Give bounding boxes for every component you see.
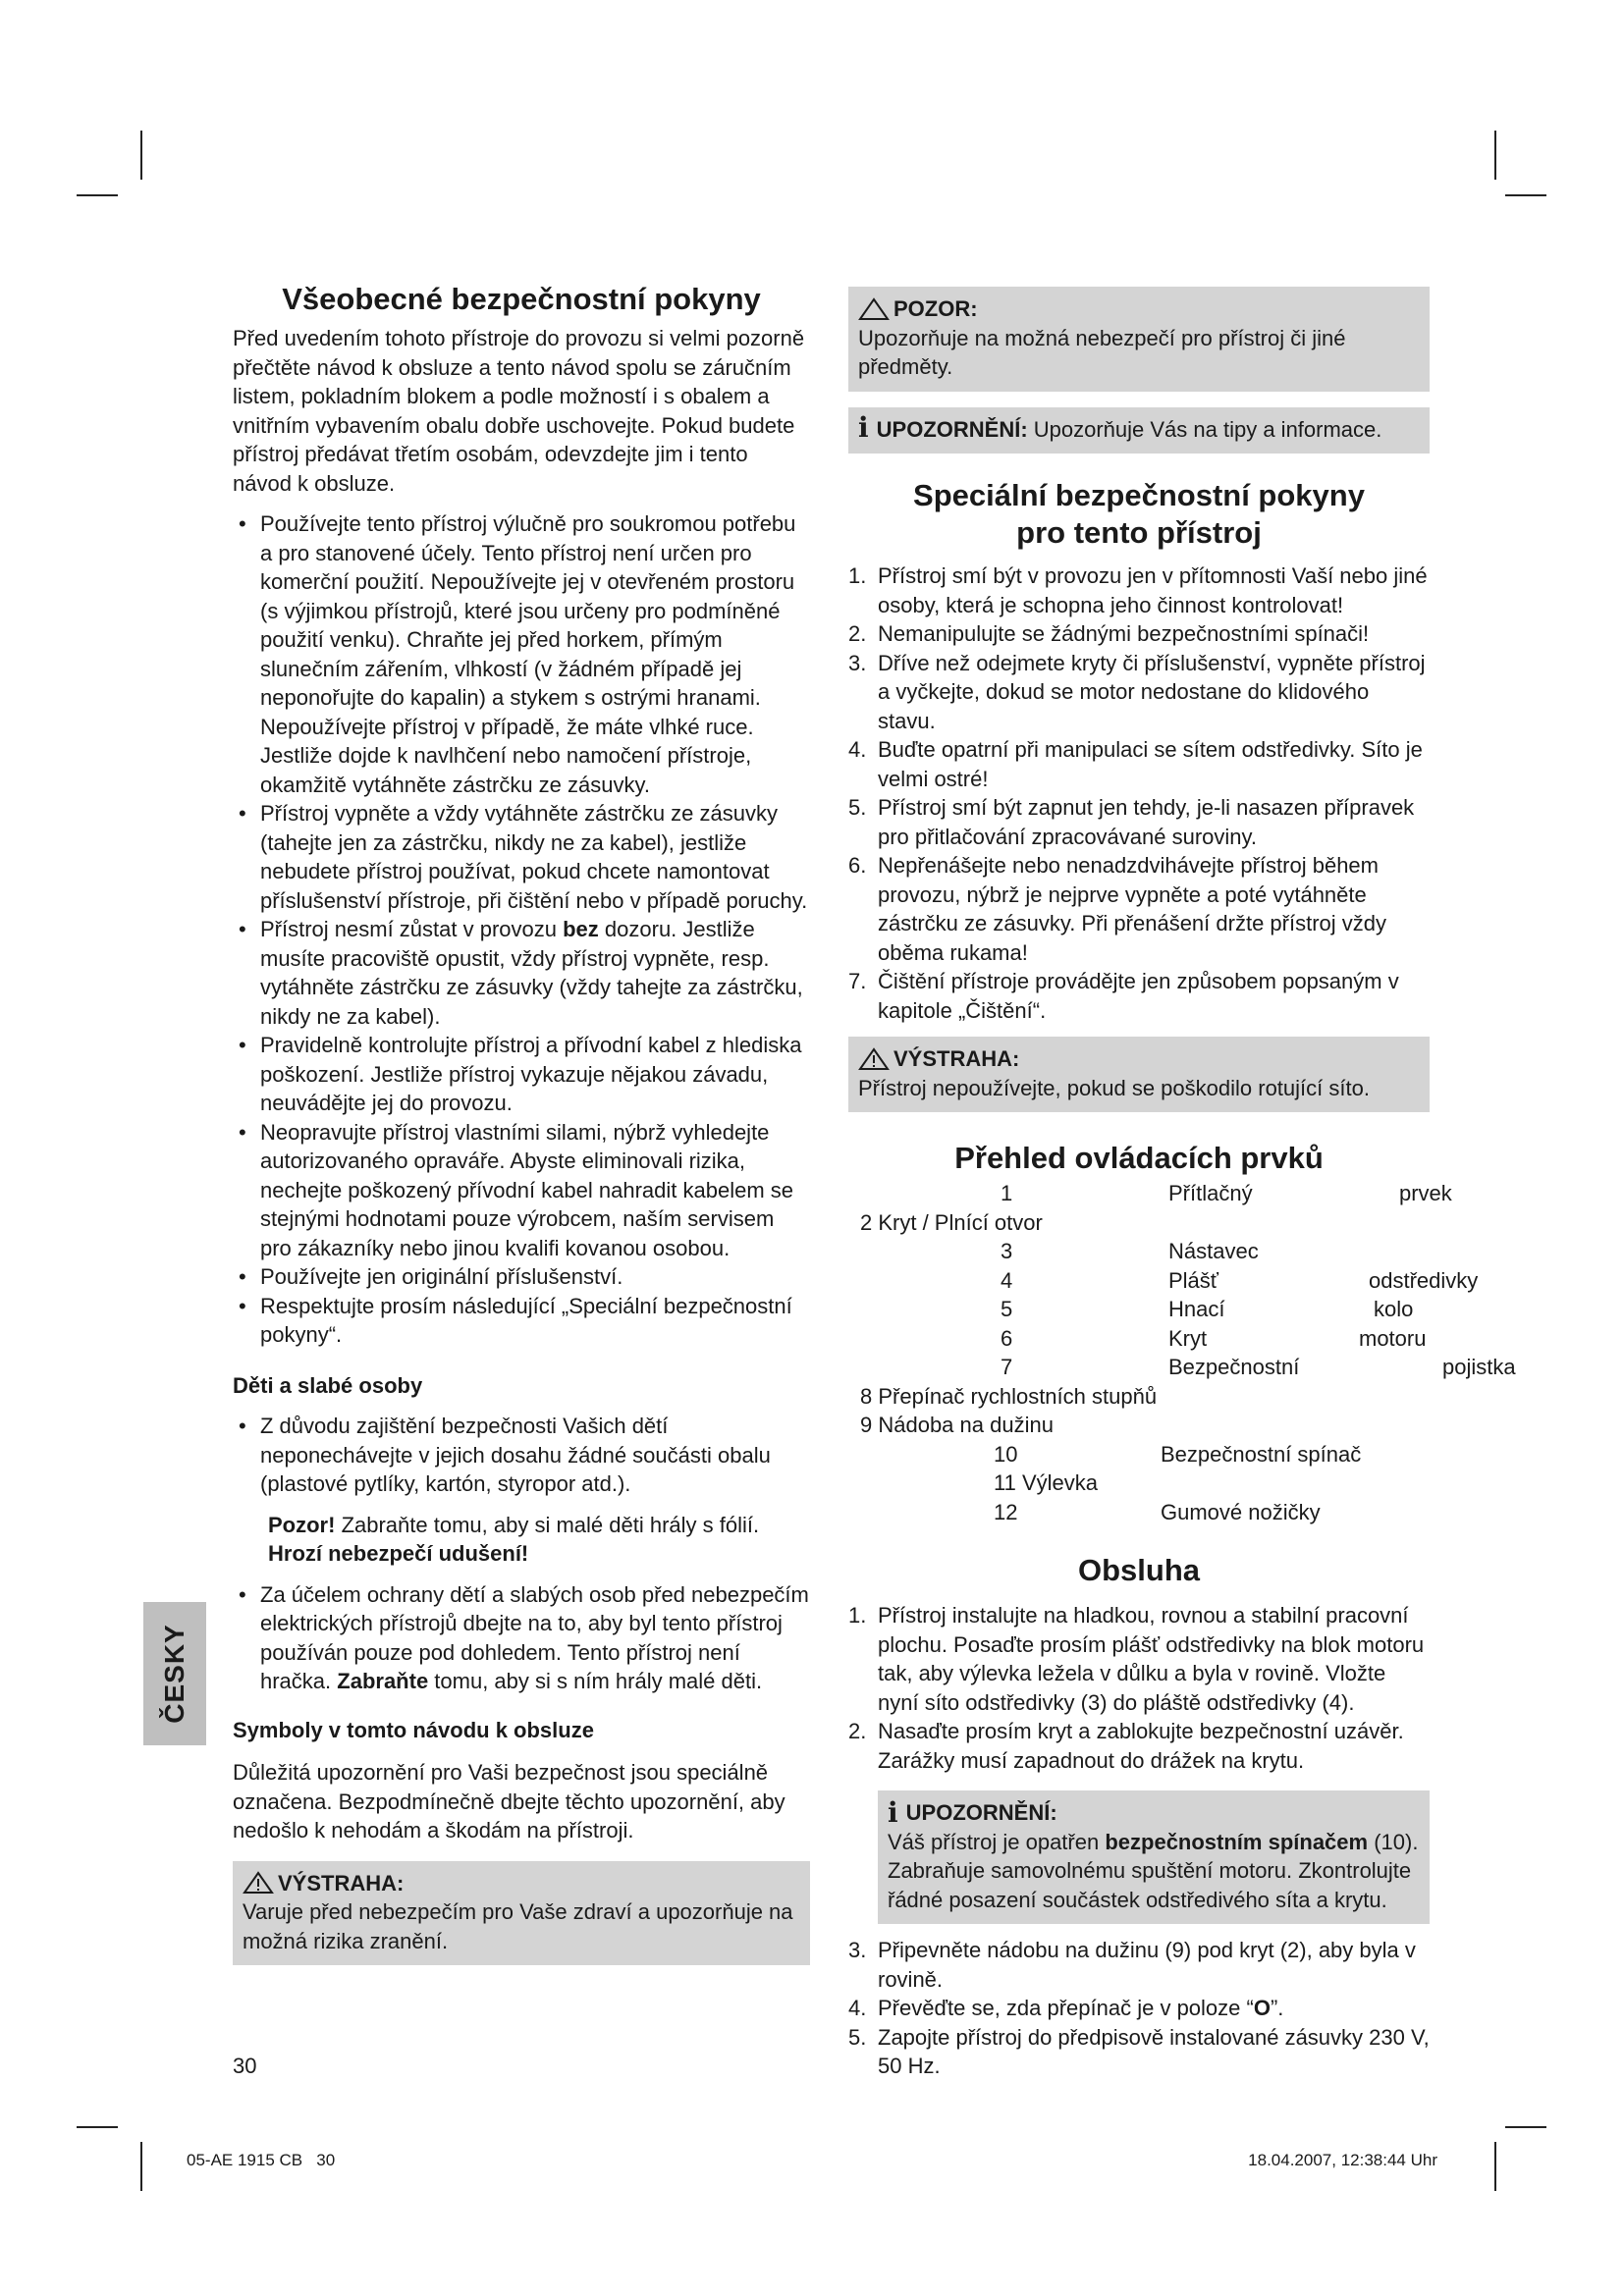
info-box-title: UPOZORNĚNÍ: xyxy=(905,1800,1057,1825)
overview-row: 5 Hnací kolo xyxy=(1001,1297,1414,1321)
page-number: 30 xyxy=(233,2054,257,2078)
overview-row: 2 Kryt / Plnící otvor xyxy=(860,1209,1043,1235)
symbols-paragraph: Důležitá upozornění pro Vaši bezpečnost jsou speciálně označena. Bezpodmínečně dbejte těchto upozornění, aby nedošlo k nehodám a škodám na přístroji. xyxy=(233,1760,785,1842)
overview-row: 6 Kryt motoru xyxy=(1001,1325,1427,1351)
special-safety-title: Speciální bezpečnostní pokyny pro tento přístroj xyxy=(913,478,1365,550)
list-item: • Respektujte prosím následující „Speciální bezpečnostní pokyny“. xyxy=(233,1292,810,1350)
crop-mark xyxy=(1505,194,1546,196)
list-item: 6. Nepřenášejte nebo nenadzdvihávejte přístroj během provozu, nýbrž je nejprve vypněte a poté vytáhněte zástrčku ze zásuvky. Při přenášení držte přístroj vždy oběma rukama! xyxy=(848,853,1386,965)
children-list-2 xyxy=(233,1580,810,1696)
operation-list-2 xyxy=(848,1936,1430,2081)
list-item: • Neopravujte přístroj vlastními silami, nýbrž vyhledejte autorizovaného opraváře. Abyste eliminovali rizika, nechejte poškozený přívodní kabel nahradit kabelem se stejnými hodnotami pouze výrobcem, naším servisem pro zákazníky nebo jinou kvalifi kovanou osobou. xyxy=(233,1118,810,1263)
crop-mark xyxy=(140,131,142,180)
overview-row: 1 Přítlačný prvek xyxy=(1001,1181,1452,1205)
overview-row: 10 Bezpečnostní spínač xyxy=(994,1441,1362,1467)
list-item: • Přístroj vypněte a vždy vytáhněte zástrčku ze zásuvky (tahejte jen za zástrčku, nikdy ne za kabel), jestliže nebudete přístroj používat, pokud chcete namontovat příslušenství přístroje, při čištění nebo v případě poruchy. xyxy=(233,799,810,915)
list-item: • Pravidelně kontrolujte přístroj a přívodní kabel z hlediska poškození. Jestliže přístroj vykazuje nějakou závadu, neuvádějte jej do provozu. xyxy=(233,1031,810,1118)
language-tab xyxy=(143,1602,206,1745)
overview-title: Přehled ovládacích prvků xyxy=(954,1141,1324,1175)
footer-right: 18.04.2007, 12:38:44 Uhr xyxy=(1248,2151,1437,2169)
caution-box-text: Upozorňuje na možná nebezpečí pro přístroj či jiné předměty. xyxy=(858,325,1346,379)
list-item: 2. Nemanipulujte se žádnými bezpečnostními spínači! xyxy=(848,621,1370,646)
list-item: 4. Buďte opatrní při manipulaci se sítem odstředivky. Síto je velmi ostré! xyxy=(848,737,1423,791)
list-item: 5. Přístroj smí být zapnut jen tehdy, je-li nasazen přípravek pro přitlačování zpracovávané suroviny. xyxy=(848,795,1415,849)
crop-mark xyxy=(1494,2142,1496,2191)
overview-row: 3 Nástavec xyxy=(1001,1239,1259,1263)
overview-row: 12 Gumové nožičky xyxy=(994,1499,1321,1524)
caution-box-title: POZOR: xyxy=(893,296,978,321)
crop-mark xyxy=(1494,131,1496,180)
overview-row: 4 Plášť odstředivky xyxy=(1001,1267,1479,1293)
children-list xyxy=(233,1412,810,1499)
warning-triangle-icon xyxy=(858,1047,890,1071)
info-icon: i xyxy=(888,1795,898,1829)
info-box xyxy=(878,1790,1430,1924)
crop-mark xyxy=(77,194,118,196)
overview-row: 8 Přepínač rychlostních stupňů xyxy=(860,1383,1158,1409)
operation-list xyxy=(848,1601,1430,1775)
overview-list xyxy=(848,1179,1516,1526)
operation-title: Obsluha xyxy=(1077,1553,1200,1587)
info-box-text: Váš přístroj je opatřen bezpečnostním spínačem (10). Zabraňuje samovolnému spuštění motoru. Zkontrolujte řádné posazení součástek odstředivého síta a krytu. xyxy=(888,1829,1419,1912)
overview-row: 11 Výlevka xyxy=(994,1470,1098,1495)
info-box-text: Upozorňuje Vás na tipy a informace. xyxy=(1027,416,1382,442)
safety-bullet-list xyxy=(233,509,810,1350)
choking-warning: Pozor! Zabraňte tomu, aby si malé děti hrály s fólií. Hrozí nebezpečí udušení! xyxy=(268,1512,760,1566)
info-box-title: UPOZORNĚNÍ: xyxy=(876,416,1028,442)
list-item: 3. Připevněte nádobu na dužinu (9) pod kryt (2), aby byla v rovině. xyxy=(848,1938,1416,1992)
list-item: 3. Dříve než odejmete kryty či příslušenství, vypněte přístroj a vyčkejte, dokud se motor nedostane do klidového stavu. xyxy=(848,650,1426,733)
intro-paragraph: Před uvedením tohoto přístroje do provozu si velmi pozorně přečtěte návod k obsluze a tento návod spolu se záručním listem, pokladním blokem a podle možností i s obalem a vnitřním vybavením obalu dobře uschovejte. Pokud budete přístroj předávat třetím osobám, odevzdejte jim i tento návod k obsluze. xyxy=(233,326,805,496)
caution-box xyxy=(848,287,1430,392)
footer-left: 05-AE 1915 CB 30 xyxy=(187,2151,336,2169)
warning-box-text: Varuje před nebezpečím pro Vaše zdraví a upozorňuje na možná rizika zranění. xyxy=(243,1899,793,1953)
children-heading: Děti a slabé osoby xyxy=(233,1372,423,1398)
caution-triangle-icon xyxy=(858,297,890,321)
crop-mark xyxy=(77,2126,118,2128)
overview-row: 9 Nádoba na dužinu xyxy=(860,1413,1054,1437)
list-item: 7. Čištění přístroje provádějte jen způsobem popsaným v kapitole „Čištění“. xyxy=(848,969,1399,1023)
list-item: • Z důvodu zajištění bezpečnosti Vašich dětí neponechávejte v jejich dosahu žádné součásti obalu (plastové pytlíky, kartón, styropor atd.). xyxy=(233,1412,810,1499)
info-box xyxy=(848,407,1430,454)
info-icon: i xyxy=(858,410,869,444)
warning-box xyxy=(233,1861,810,1966)
list-item: 4. Převěďte se, zda přepínač je v poloze “O”. xyxy=(848,1996,1284,2020)
crop-mark xyxy=(140,2142,142,2191)
list-item: 1. Přístroj smí být v provozu jen v přítomnosti Vaší nebo jiné osoby, která je schopna jeho činnost kontrolovat! xyxy=(848,563,1428,617)
warning-box-text: Přístroj nepoužívejte, pokud se poškodilo rotující síto. xyxy=(858,1075,1370,1100)
general-safety-title: Všeobecné bezpečnostní pokyny xyxy=(282,282,761,316)
overview-row: 7 Bezpečnostní pojistka xyxy=(1001,1355,1516,1379)
list-item: 5. Zapojte přístroj do předpisově instalované zásuvky 230 V, 50 Hz. xyxy=(848,2024,1430,2078)
warning-box-title: VÝSTRAHA: xyxy=(278,1870,405,1896)
list-item: • Přístroj nesmí zůstat v provozu bez dozoru. Jestliže musíte pracoviště opustit, vždy přístroj vypněte, resp. vytáhněte zástrčku ze zásuvky (vždy tahejte za zástrčku, nikdy ne za kabel). xyxy=(233,915,810,1031)
special-safety-list xyxy=(848,561,1430,1025)
symbols-heading: Symboly v tomto návodu k obsluze xyxy=(233,1717,594,1742)
right-column xyxy=(848,287,1516,2081)
crop-mark xyxy=(1505,2126,1546,2128)
list-item: • Používejte tento přístroj výlučně pro soukromou potřebu a pro stanovené účely. Tento přístroj není určen pro komerční použití. Nepoužívejte jej v otevřeném prostoru (s výjimkou přístrojů, které jsou určeny pro podmíněné použití venku). Chraňte jej před horkem, přímým slunečním zářením, vlhkostí (v žádném případě jej neponořujte do kapalin) a stykem s ostrými hranami. Nepoužívejte přístroj v případě, že máte vlhké ruce. Jestliže dojde k navlhčení nebo namočení přístroje, okamžitě vytáhněte zástrčku ze zásuvky. xyxy=(233,509,810,799)
warning-triangle-icon xyxy=(243,1871,274,1895)
list-item: 2. Nasaďte prosím kryt a zablokujte bezpečnostní uzávěr. Zarážky musí zapadnout do drážek na krytu. xyxy=(848,1719,1404,1773)
list-item: • Používejte jen originální příslušenství. xyxy=(233,1262,810,1292)
list-item: 1. Přístroj instalujte na hladkou, rovnou a stabilní pracovní plochu. Posaďte prosím plášť odstředivky na blok motoru tak, aby výlevka ležela v důlku a byla v rovině. Vložte nyní síto odstředivky (3) do pláště odstředivky (4). xyxy=(848,1603,1425,1715)
warning-box-title: VÝSTRAHA: xyxy=(893,1046,1020,1071)
language-tab-label: ČESKY xyxy=(159,1624,189,1724)
left-column xyxy=(233,281,810,1965)
warning-box xyxy=(848,1037,1430,1112)
list-item: • Za účelem ochrany dětí a slabých osob před nebezpečím elektrických přístrojů dbejte na to, aby byl tento přístroj používán pouze pod dohledem. Tento přístroj není hračka. Zabraňte tomu, aby si s ním hrály malé děti. xyxy=(233,1580,810,1696)
